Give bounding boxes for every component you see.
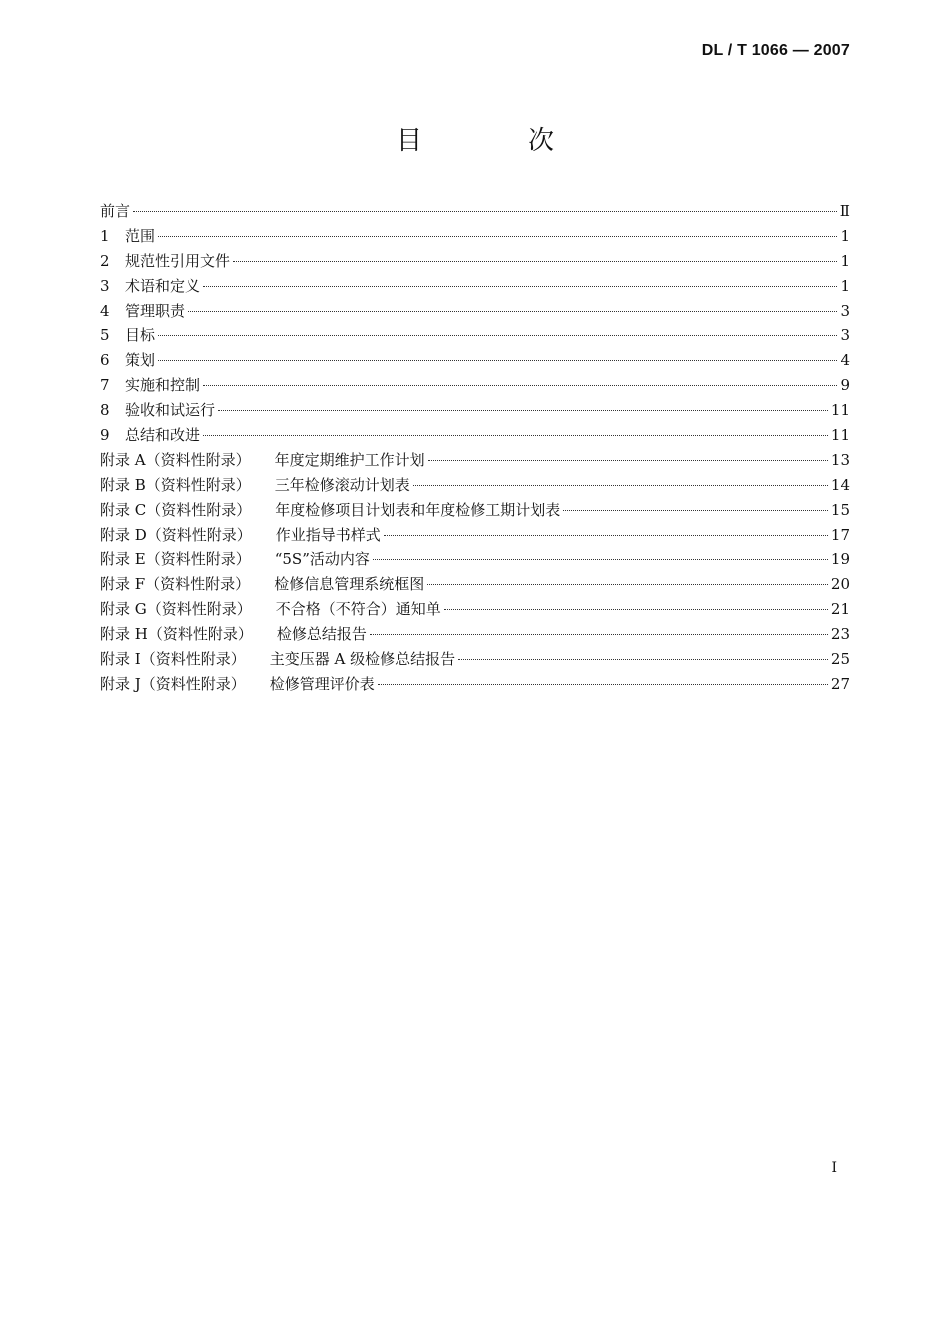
toc-entry-appendix-label: 附录 D（资料性附录） — [100, 525, 252, 544]
toc-entry-leader-dots — [158, 335, 837, 336]
toc-entry[interactable] — [100, 623, 850, 648]
toc-entry-page-number: 13 — [830, 450, 850, 469]
toc-entry-number: 3 — [100, 276, 110, 295]
toc-entry-leader-dots — [427, 584, 828, 585]
toc-entry-page-number: 1 — [840, 276, 850, 295]
toc-entry-title: 检修信息管理系统框图 — [274, 575, 425, 594]
toc-entry-title: 管理职责 — [125, 301, 186, 320]
toc-entry-leader-dots — [188, 311, 837, 312]
toc-entry-leader-dots — [133, 211, 837, 212]
toc-entry[interactable] — [100, 524, 850, 549]
toc-entry-page-number: 3 — [840, 326, 850, 345]
page-number: I — [831, 1160, 837, 1176]
toc-entry-leader-dots — [158, 360, 837, 361]
toc-entry-number: 7 — [100, 376, 110, 395]
toc-entry-appendix-label: 附录 I（资料性附录） — [100, 650, 246, 669]
toc-entry[interactable] — [100, 499, 850, 524]
toc-entry-page-number: 21 — [830, 600, 850, 619]
toc-entry-page-number: 4 — [840, 351, 850, 370]
toc-entry-title: 总结和改进 — [125, 426, 201, 445]
toc-entry-number: 4 — [100, 301, 110, 320]
toc-entry-leader-dots — [233, 261, 837, 262]
standard-code: DL / T 1066 — 2007 — [701, 42, 850, 59]
toc-entry-title: 检修管理评价表 — [269, 674, 375, 693]
toc-entry-page-number: 14 — [830, 475, 850, 494]
toc-entry-title: 目标 — [125, 326, 156, 345]
toc-entry-page-number: 11 — [830, 401, 850, 420]
toc-entry-leader-dots — [373, 559, 828, 560]
toc-entry-appendix-label: 附录 J（资料性附录） — [100, 674, 246, 693]
toc-entry-page-number: 15 — [830, 500, 850, 519]
toc-entry[interactable] — [100, 548, 850, 573]
toc-entry-leader-dots — [384, 535, 828, 536]
toc-entry-title: 作业指导书样式 — [275, 525, 381, 544]
toc-entry[interactable] — [100, 349, 850, 374]
toc-entry[interactable] — [100, 573, 850, 598]
toc-entry-leader-dots — [370, 634, 828, 635]
toc-entry-page-number: 27 — [830, 674, 850, 693]
toc-entry-appendix-label: 附录 A（资料性附录） — [100, 450, 251, 469]
toc-entry-page-number: Ⅱ — [839, 202, 850, 220]
page-title: 目 次 — [395, 126, 594, 156]
toc-entry[interactable] — [100, 673, 850, 698]
toc-entry-page-number: 9 — [840, 376, 850, 395]
toc-entry-leader-dots — [444, 609, 828, 610]
toc-entry-leader-dots — [203, 385, 837, 386]
toc-entry-title: 年度定期维护工作计划 — [274, 450, 425, 469]
toc-entry-appendix-label: 附录 F（资料性附录） — [100, 575, 251, 594]
toc-entry-page-number: 3 — [840, 301, 850, 320]
toc-entry[interactable] — [100, 374, 850, 399]
toc-entry-leader-dots — [413, 485, 828, 486]
toc-entry-title: 年度检修项目计划表和年度检修工期计划表 — [275, 500, 561, 519]
toc-entry-appendix-label: 附录 H（资料性附录） — [100, 625, 253, 644]
toc-entry[interactable] — [100, 275, 850, 300]
toc-entry-title: 规范性引用文件 — [125, 251, 231, 270]
toc-entry-appendix-label: 附录 B（资料性附录） — [100, 475, 251, 494]
toc-entry[interactable] — [100, 424, 850, 449]
toc-entry-number: 9 — [100, 426, 110, 445]
toc-entry[interactable] — [100, 225, 850, 250]
toc-entry-title: 主变压器 A 级检修总结报告 — [269, 650, 456, 669]
toc-entry-title: 验收和试运行 — [125, 401, 216, 420]
toc-entry-title: 不合格（不符合）通知单 — [275, 600, 441, 619]
toc-entry-leader-dots — [428, 460, 828, 461]
toc-entry-appendix-label: 附录 E（资料性附录） — [100, 550, 251, 569]
toc-entry-leader-dots — [158, 236, 837, 237]
toc-entry-leader-dots — [203, 286, 837, 287]
toc-entry[interactable] — [100, 200, 850, 225]
toc-entry-number: 1 — [100, 226, 110, 245]
toc-entry-number: 2 — [100, 251, 110, 270]
toc-entry-number: 6 — [100, 351, 110, 370]
toc-entry[interactable] — [100, 324, 850, 349]
toc-entry-page-number: 17 — [830, 525, 850, 544]
toc-entry-title: 术语和定义 — [125, 276, 201, 295]
toc-entry-page-number: 25 — [830, 650, 850, 669]
toc-entry-title: 范围 — [125, 226, 156, 245]
toc-entry-leader-dots — [458, 659, 828, 660]
toc-entry-appendix-label: 附录 C（资料性附录） — [100, 500, 252, 519]
toc-entry-appendix-label: 附录 G（资料性附录） — [100, 600, 252, 619]
toc-entry-page-number: 11 — [830, 426, 850, 445]
toc-entry[interactable] — [100, 300, 850, 325]
toc-entry-number: 5 — [100, 326, 110, 345]
toc-entry-title: 策划 — [125, 351, 156, 370]
toc-entry-title: “5S”活动内容 — [274, 550, 370, 569]
table-of-contents — [100, 200, 850, 698]
toc-entry-page-number: 23 — [830, 625, 850, 644]
toc-entry-title: 实施和控制 — [125, 376, 201, 395]
toc-entry-page-number: 19 — [830, 550, 850, 569]
toc-entry-title: 前言 — [100, 202, 131, 220]
toc-entry[interactable] — [100, 250, 850, 275]
toc-entry-leader-dots — [378, 684, 828, 685]
toc-entry[interactable] — [100, 399, 850, 424]
toc-entry-title: 三年检修滚动计划表 — [274, 475, 410, 494]
toc-entry-title: 检修总结报告 — [276, 625, 367, 644]
toc-entry-leader-dots — [203, 435, 828, 436]
toc-entry-number: 8 — [100, 401, 110, 420]
toc-entry-page-number: 20 — [830, 575, 850, 594]
toc-entry[interactable] — [100, 449, 850, 474]
toc-entry-leader-dots — [563, 510, 828, 511]
toc-entry-leader-dots — [218, 410, 828, 411]
toc-entry-page-number: 1 — [840, 251, 850, 270]
toc-entry[interactable] — [100, 598, 850, 623]
toc-entry[interactable] — [100, 474, 850, 499]
toc-entry-page-number: 1 — [840, 226, 850, 245]
toc-entry[interactable] — [100, 648, 850, 673]
